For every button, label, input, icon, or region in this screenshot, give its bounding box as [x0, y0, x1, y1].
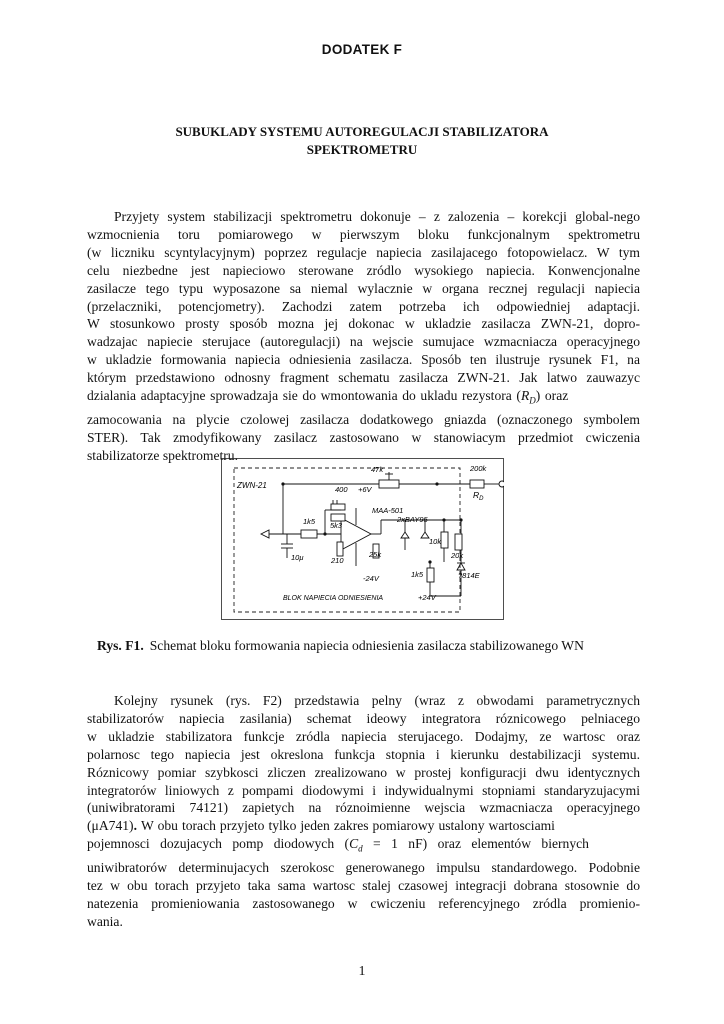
paragraph-line: W stosunkowo prosty sposób mozna jej dokonac w ukladzie zasilacza ZWN-21, dopro- [87, 316, 640, 332]
label-2xbay95: 2xBAY95 [397, 515, 428, 524]
label-10k: 10k [429, 537, 442, 546]
figure-caption [97, 638, 657, 654]
label-block: BLOK NAPIECIA ODNIESIENIA [283, 595, 384, 602]
paragraph-line: celu niezbedne jest napieciowo sterowane zródlo wysokiego napiecia. Konwencjonalne [87, 262, 640, 278]
label-zwn21: ZWN-21 [237, 481, 267, 490]
paragraph-line: w ukladzie stabilizatora funkcje zródla napiecia sterujacego. Dodajmy, ze wartosc oraz [87, 728, 640, 744]
label-maa501: MAA-501 [372, 506, 404, 515]
paragraph-line: stabilizatorów napiecia zasilania) schemat ideowy integratora róznicowego pelniacego [87, 710, 640, 726]
paragraph-line: (μA741). W obu torach przyjeto tylko jeden zakres pomiarowy ustalony wartosciami [87, 818, 555, 834]
label-47k: 47k [371, 465, 384, 474]
cd-symbol: C [349, 836, 359, 852]
caption-text: Schemat bloku formowania napiecia odniesienia zasilacza stabilizowanego WN [149, 638, 584, 653]
paragraph-line: Róznicowy pomiar szybkosci zliczen zrealizowano w prostej konfiguracji dwu identycznych [87, 764, 640, 780]
label-rd-base: R [473, 490, 480, 500]
label-200k: 200k [470, 464, 487, 473]
paragraph-line: tez w obu torach przyjeto taka sama wartosc stalej czasowej integracji dobrana stosownie do [87, 877, 640, 893]
rd-symbol: R [520, 388, 530, 404]
paragraph-line: uniwibratorów determinujacych szerokosc generowanego impulsu standardowego. Podobnie [87, 859, 640, 875]
caption-label: Rys. F1. [97, 638, 144, 653]
label-rd-sub: D [479, 496, 484, 502]
paragraph-line: zamocowania na plycie czolowej zasilacza dodatkowego gniazda (oznaczonego symbolem [87, 411, 640, 427]
paragraph-line: polarnosc tego napiecia jest okreslona funkcja stopnia i kierunku destabilizacji systemu. [87, 746, 640, 762]
label-1k5: 1k5 [303, 517, 316, 526]
line-text: ) [129, 818, 134, 834]
paragraph-2 [87, 692, 640, 931]
label-25k: 25k [369, 550, 382, 559]
line-text: A741 [98, 818, 130, 834]
label-5k3: 5k3 [330, 521, 343, 530]
label-400: 400 [335, 485, 348, 494]
paragraph-line: którym przedstawiono odnosny fragment schematu zasilacza ZWN-21. Jak latwo zauwazyc [87, 370, 640, 386]
label-rd [473, 490, 484, 502]
paragraph-line: Kolejny rysunek (rys. F2) przedstawia pelny (wraz z obwodami parametrycznych [114, 693, 640, 708]
label-plus6v: +6V [358, 485, 372, 494]
paragraph-line: wadzajac napiecie sterujace (autoregulacji) na wejscie sumujace wzmacniacza operacyjnego [87, 334, 640, 350]
paragraph-line: (w liczniku scyntylacyjnym) poprzez regulacje napiecia zasilajacego fotopowielacz. W tym [87, 244, 640, 260]
rd-subscript: D [529, 395, 536, 406]
paragraph-line: STER). Tak zmodyfikowany zasilacz zastosowano w stanowiacym przedmiot cwiczenia [87, 429, 640, 445]
line-text: dzialania adaptacyjne sprowadzaja sie do wmontowania do ukladu rezystora ( [87, 388, 521, 404]
line-text: . [133, 818, 137, 834]
label-10u: 10μ [291, 553, 304, 562]
line-text: pojemnosci dozujacych pomp diodowych ( [87, 836, 350, 852]
label-20k: 20k [451, 551, 464, 560]
page-number: 1 [358, 964, 366, 979]
line-text: W obu torach przyjeto tylko jeden zakres pomiarowy ustalony wartosciami [136, 818, 555, 834]
paragraph-line [87, 835, 640, 859]
paragraph-line [87, 387, 640, 411]
appendix-header: DODATEK F [321, 42, 403, 57]
mu-symbol: μ [91, 818, 99, 834]
label-minus24v: -24V [363, 574, 379, 583]
paragraph-line: (uniwibratorami 74121) zapietych na róznoimienne wejscia wzmacniacza operacyjnego [87, 800, 640, 816]
paragraph-line: w ukladzie formowania napiecia odniesienia zasilacza. Sposób ten ilustruje rysunek F1, na [87, 352, 640, 368]
section-title-line: SUBUKLADY SYSTEMU AUTOREGULACJI STABILIZATORA [175, 124, 549, 139]
paragraph-line: integratorów liniowych z pompami diodowymi i indywidualnymi stopniami standaryzujacymi [87, 782, 640, 798]
paragraph-line: stabilizatorze spektrometru. [87, 447, 238, 463]
section-title [100, 123, 624, 159]
paragraph-line: natezenia promieniowania zastosowanego w cwiczeniu referencyjnego zródla promienio- [87, 895, 640, 911]
line-text: = 1 nF) oraz elementów biernych [362, 836, 589, 852]
paragraph-line: wzmocnienia toru pomiarowego w pierwszym bloku funkcjonalnym spektrometru [87, 226, 640, 242]
paragraph-line: wania. [87, 913, 123, 929]
paragraph-line: Przyjety system stabilizacji spektrometru dokonuje – z zalozenia – korekcji global-nego [114, 209, 640, 224]
circuit-diagram [221, 458, 504, 620]
label-plus24v: +24V [418, 593, 436, 602]
paragraph-line: (przelaczniki, potencjometry). Zachodzi zatem potrzeba ich odpowiedniej adaptacji. [87, 298, 640, 314]
paragraph-line: zasilacze tego typu wyposazone sa niemal wylacznie w organa recznej regulacji napiecia [87, 280, 640, 296]
label-814e: ?814E [458, 571, 480, 580]
line-text: ) oraz [535, 388, 569, 404]
paragraph-1 [87, 208, 640, 464]
cd-subscript: d [358, 843, 363, 854]
label-210: 210 [331, 556, 344, 565]
section-title-line: SPEKTROMETRU [306, 142, 418, 157]
label-1k5-lower: 1k5 [411, 570, 424, 579]
